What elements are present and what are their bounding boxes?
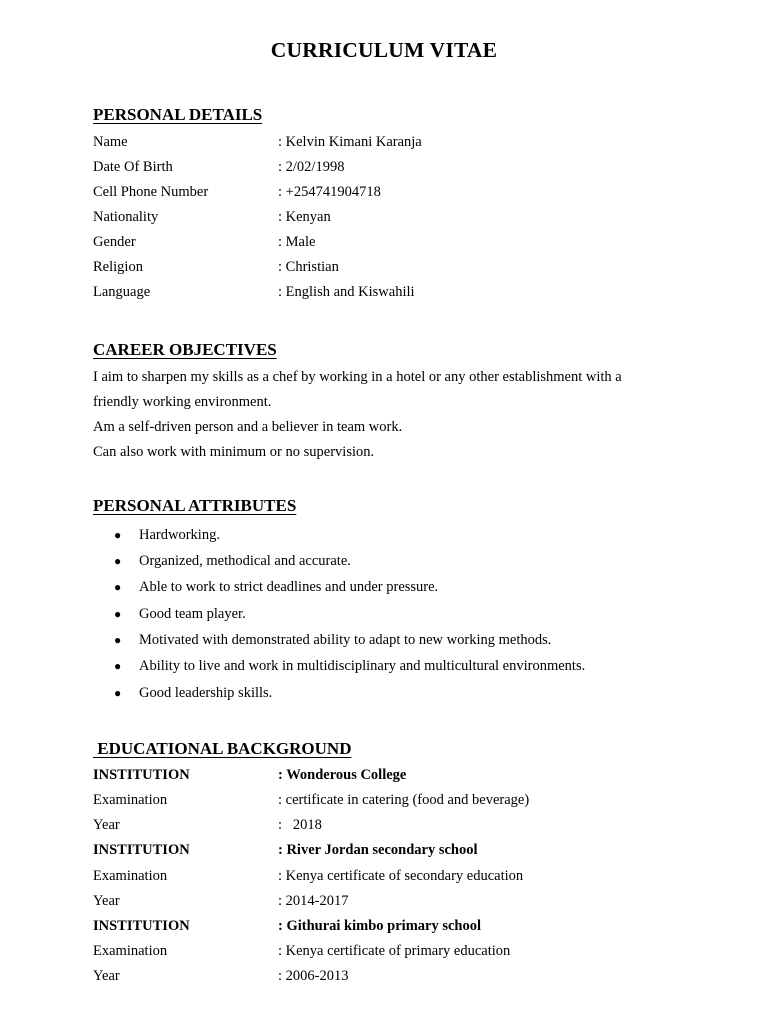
detail-label: Cell Phone Number: [93, 184, 209, 200]
education-label: INSTITUTION: [93, 767, 190, 783]
bullet-icon: ●: [114, 554, 122, 568]
education-label: Year: [93, 968, 120, 984]
objective-line: friendly working environment.: [93, 394, 272, 410]
education-value: : 2006-2013: [278, 968, 349, 984]
bullet-icon: ●: [114, 686, 122, 700]
bullet-icon: ●: [114, 633, 122, 647]
education-label: Year: [93, 893, 120, 909]
detail-label: Religion: [93, 259, 143, 275]
education-label: Year: [93, 817, 120, 833]
education-label: INSTITUTION: [93, 842, 190, 858]
education-value: : 2014-2017: [278, 893, 349, 909]
detail-value: : Male: [278, 234, 316, 250]
attribute-text: Organized, methodical and accurate.: [139, 553, 351, 569]
education-value: : certificate in catering (food and beverage): [278, 792, 530, 808]
education-label: Examination: [93, 943, 168, 959]
detail-label: Nationality: [93, 209, 159, 225]
career-objectives-heading: CAREER OBJECTIVES: [93, 340, 277, 359]
document-title: CURRICULUM VITAE: [270, 38, 498, 62]
attribute-text: Ability to live and work in multidisciplinary and multicultural environments.: [139, 658, 586, 674]
objective-line: Am a self-driven person and a believer in team work.: [93, 419, 403, 435]
detail-value: : Kelvin Kimani Karanja: [278, 134, 422, 150]
attribute-text: Able to work to strict deadlines and under pressure.: [139, 579, 439, 595]
detail-label: Language: [93, 284, 151, 300]
detail-value: : 2/02/1998: [278, 159, 345, 175]
detail-value: : English and Kiswahili: [278, 284, 415, 300]
attribute-text: Good team player.: [139, 606, 246, 622]
education-value: : Githurai kimbo primary school: [278, 918, 482, 934]
detail-value: : +254741904718: [278, 184, 381, 200]
detail-label: Date Of Birth: [93, 159, 173, 175]
education-value: : 2018: [278, 817, 322, 833]
bullet-icon: ●: [114, 528, 122, 542]
personal-attributes-heading: PERSONAL ATTRIBUTES: [93, 496, 297, 515]
education-label: Examination: [93, 868, 168, 884]
detail-value: : Christian: [278, 259, 339, 275]
attribute-text: Motivated with demonstrated ability to adapt to new working methods.: [139, 632, 552, 648]
attribute-text: Hardworking.: [139, 527, 220, 543]
detail-label: Name: [93, 134, 128, 150]
bullet-icon: ●: [114, 580, 122, 594]
education-label: Examination: [93, 792, 168, 808]
objective-line: Can also work with minimum or no supervision.: [93, 444, 375, 460]
objective-line: I aim to sharpen my skills as a chef by working in a hotel or any other establishment with a: [93, 369, 622, 385]
education-value: : Wonderous College: [278, 767, 407, 783]
education-value: : River Jordan secondary school: [278, 842, 478, 858]
detail-value: : Kenyan: [278, 209, 331, 225]
personal-details-heading: PERSONAL DETAILS: [93, 105, 263, 124]
detail-label: Gender: [93, 234, 136, 250]
bullet-icon: ●: [114, 607, 122, 621]
attribute-text: Good leadership skills.: [139, 685, 273, 701]
education-value: : Kenya certificate of primary education: [278, 943, 511, 959]
education-value: : Kenya certificate of secondary education: [278, 868, 524, 884]
educational-background-heading: EDUCATIONAL BACKGROUND: [93, 739, 352, 758]
bullet-icon: ●: [114, 659, 122, 673]
education-label: INSTITUTION: [93, 918, 190, 934]
